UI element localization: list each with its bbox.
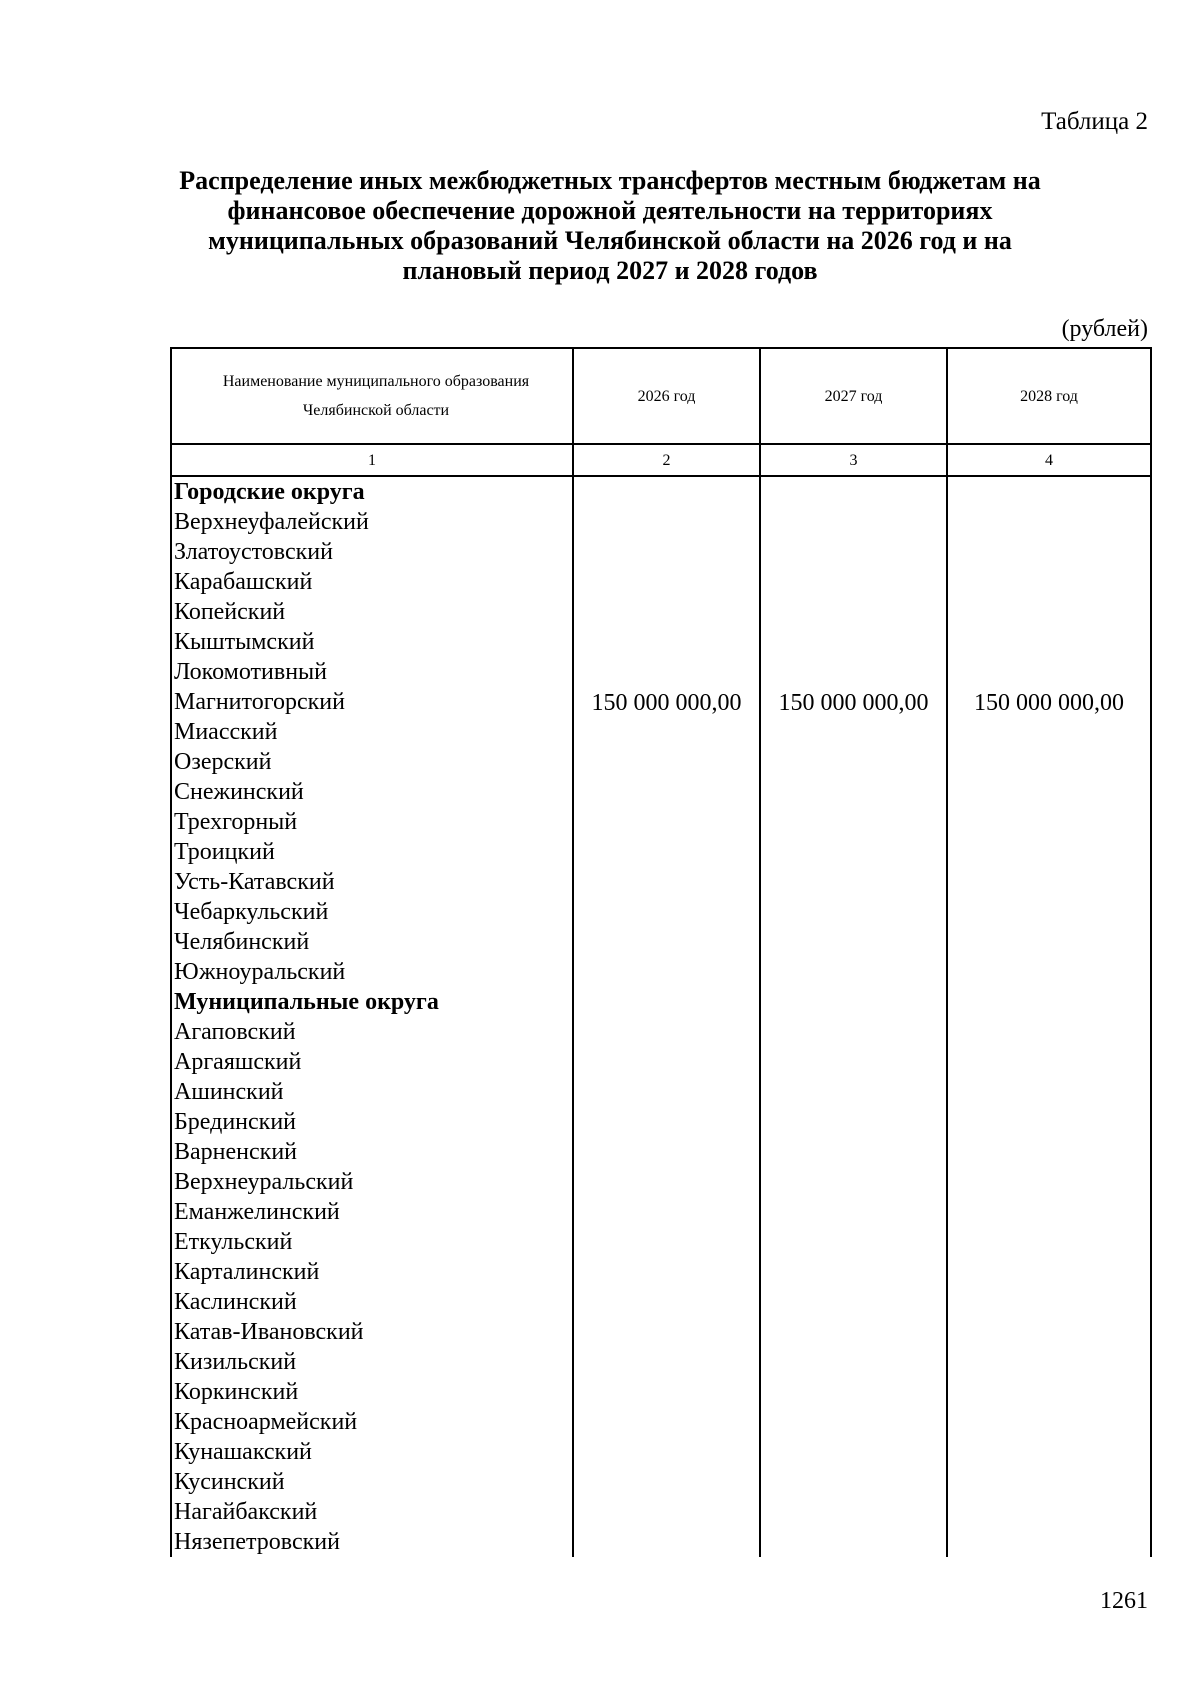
column-divider-2 (759, 347, 761, 1557)
page-number: 1261 (1100, 1588, 1148, 1614)
group-heading: Муниципальные округа (174, 989, 439, 1015)
municipality-row: Катав-Ивановский (174, 1319, 364, 1345)
amount-2026: 150 000 000,00 (591, 690, 742, 716)
municipality-row: Озерский (174, 749, 272, 775)
municipality-row: Южноуральский (174, 959, 346, 985)
municipality-row: Карталинский (174, 1259, 320, 1285)
municipality-row: Кусинский (174, 1469, 285, 1495)
units-label: (рублей) (1061, 316, 1148, 342)
municipality-row: Красноармейский (174, 1409, 358, 1435)
municipality-row: Нязепетровский (174, 1529, 340, 1555)
column-index-1: 1 (368, 452, 376, 469)
municipality-row: Златоустовский (174, 539, 333, 565)
header-name: Наименование муниципального образования Челябинской области (222, 373, 530, 419)
municipality-row: Верхнеуфалейский (174, 509, 369, 535)
table-label: Таблица 2 (1041, 108, 1148, 135)
municipality-row: Агаповский (174, 1019, 296, 1045)
municipality-row: Снежинский (174, 779, 304, 805)
municipality-row: Чебаркульский (174, 899, 329, 925)
municipality-row: Кунашакский (174, 1439, 312, 1465)
municipality-row: Трехгорный (174, 809, 298, 835)
column-divider-3 (946, 347, 948, 1557)
municipality-row: Аргаяшский (174, 1049, 302, 1075)
municipality-row: Магнитогорский (174, 689, 345, 715)
municipality-row: Копейский (174, 599, 286, 625)
municipality-row: Коркинский (174, 1379, 299, 1405)
amount-2027: 150 000 000,00 (778, 690, 929, 716)
table-left-border (170, 347, 172, 1557)
group-heading: Городские округа (174, 479, 365, 505)
municipality-row: Брединский (174, 1109, 297, 1135)
municipality-row: Усть-Катавский (174, 869, 335, 895)
column-index-3: 3 (849, 452, 858, 469)
header-2026: 2026 год (637, 387, 696, 405)
municipality-row: Ашинский (174, 1079, 284, 1105)
municipality-row: Локомотивный (174, 659, 328, 685)
municipality-row: Варненский (174, 1139, 297, 1165)
column-index-2: 2 (662, 452, 671, 469)
municipality-row: Верхнеуральский (174, 1169, 354, 1195)
municipality-list (174, 477, 574, 1557)
municipality-row: Карабашский (174, 569, 313, 595)
municipality-row: Троицкий (174, 839, 275, 865)
municipality-row: Миасский (174, 719, 278, 745)
municipality-row: Еткульский (174, 1229, 293, 1255)
municipality-row: Каслинский (174, 1289, 297, 1315)
column-index-4: 4 (1045, 452, 1053, 469)
municipality-row: Кыштымский (174, 629, 315, 655)
table-right-border (1150, 347, 1152, 1557)
document-title: Распределение иных межбюджетных трансфертов местным бюджетам на финансовое обеспечение дорожной деятельности на территориях муниципальных образований Челябинской области на 2026 год и на плановый период 2027 и 2028 годов (179, 166, 1041, 285)
municipality-row: Кизильский (174, 1349, 297, 1375)
amount-2028: 150 000 000,00 (974, 690, 1124, 716)
header-2028: 2028 год (1020, 387, 1078, 405)
municipality-row: Челябинский (174, 929, 310, 955)
municipality-row: Нагайбакский (174, 1499, 318, 1525)
municipality-row: Еманжелинский (174, 1199, 340, 1225)
header-2027: 2027 год (824, 387, 883, 405)
